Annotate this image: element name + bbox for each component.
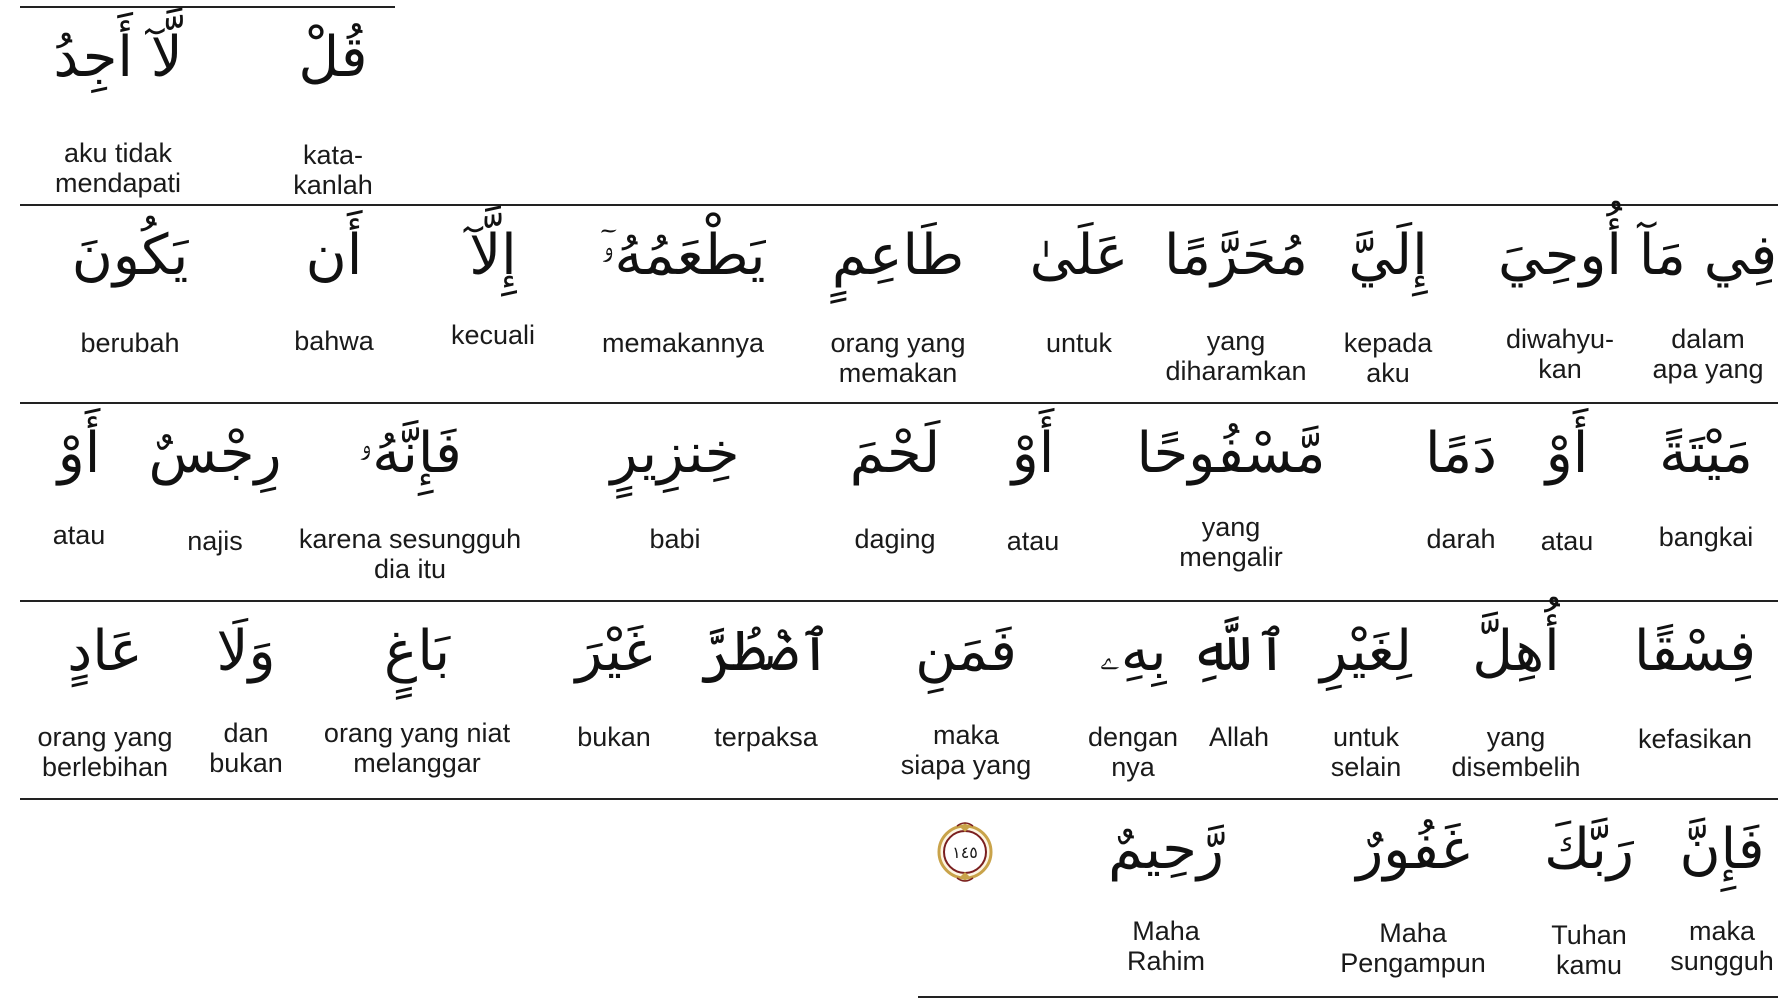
arabic-word: عَادٍ: [67, 619, 143, 684]
word-meaning: terpaksa: [714, 722, 818, 752]
word-meaning: orang yang niat melanggar: [323, 718, 511, 778]
word-cell: [1164, 216, 1308, 386]
word-cell: [1007, 414, 1060, 556]
word-cell: [293, 18, 373, 200]
arabic-word: فِسْقًا: [1633, 619, 1757, 684]
word-cell: [53, 18, 182, 198]
arabic-word: لِغَيْرِ: [1320, 619, 1412, 684]
arabic-word: فَمَنِ: [915, 619, 1017, 684]
word-cell: [1190, 612, 1288, 752]
word-meaning: kepada aku: [1343, 328, 1433, 388]
word-meaning: dengan nya: [1087, 722, 1179, 782]
word-meaning: babi: [649, 524, 701, 554]
word-cell: [601, 216, 766, 358]
word-meaning: darah: [1426, 524, 1496, 554]
arabic-word: غَفُورٌ: [1356, 817, 1470, 882]
arabic-word: خِنزِيرٍ: [610, 421, 740, 486]
word-meaning: atau: [1540, 526, 1594, 556]
arabic-word: وَلَا: [216, 619, 276, 684]
word-meaning: kecuali: [450, 320, 536, 350]
word-cell: [451, 216, 535, 350]
arabic-word: مُحَرَّمًا: [1163, 223, 1309, 288]
word-cell: [850, 414, 940, 554]
arabic-word: طَاعِمٍ: [831, 223, 965, 288]
arabic-word: بَاغٍ: [383, 619, 451, 684]
arabic-word: قُلْ: [298, 25, 368, 90]
word-meaning: bangkai: [1658, 522, 1754, 552]
word-meaning: berubah: [80, 328, 180, 358]
word-cell: [575, 612, 652, 752]
word-cell: [1425, 414, 1497, 554]
row-divider: [20, 600, 1778, 602]
arabic-word: رَّحِيمٌ: [1108, 817, 1224, 882]
word-meaning: aku tidak mendapati: [54, 138, 182, 198]
word-cell: [1634, 612, 1756, 754]
word-cell: [1137, 414, 1326, 572]
word-cell: [611, 414, 740, 554]
word-meaning: bukan: [577, 722, 651, 752]
ayah-number-marker: [935, 822, 995, 882]
word-meaning: Allah: [1208, 722, 1270, 752]
arabic-word: مَيْتَةً: [1659, 421, 1753, 486]
top-rule: [20, 6, 395, 8]
word-meaning: daging: [854, 524, 936, 554]
word-meaning: Tuhan kamu: [1551, 920, 1627, 980]
word-meaning: kata- kanlah: [293, 140, 373, 200]
arabic-word: فَإِنَّهُۥ: [358, 421, 462, 486]
word-cell: [1088, 612, 1178, 782]
word-meaning: diwahyu- kan: [1505, 324, 1615, 384]
word-cell: [1498, 216, 1622, 384]
arabic-word: أَوْ: [57, 421, 101, 486]
row-divider: [20, 402, 1778, 404]
word-cell: [1544, 810, 1634, 980]
word-meaning: kefasikan: [1637, 724, 1753, 754]
arabic-word: أَوْ: [1545, 421, 1589, 486]
word-cell: [700, 612, 831, 752]
row-divider: [20, 798, 1778, 800]
arabic-word: لَّآ أَجِدُ: [53, 25, 183, 90]
word-meaning: maka siapa yang: [900, 720, 1032, 780]
word-meaning: dalam apa yang: [1652, 324, 1764, 384]
arabic-word: فَإِنَّ: [1679, 817, 1765, 882]
word-meaning: Maha Rahim: [1126, 916, 1206, 976]
word-cell: [209, 612, 283, 778]
word-meaning: yang diharamkan: [1165, 326, 1307, 386]
arabic-word: دَمًا: [1425, 421, 1497, 486]
arabic-word: أُوحِيَ: [1498, 223, 1622, 288]
arabic-word: غَيْرَ: [575, 619, 653, 684]
word-cell: [1320, 612, 1412, 782]
arabic-word: إِلَيَّ: [1348, 223, 1428, 288]
ayah-ornament-icon: [935, 822, 995, 882]
word-meaning: dan bukan: [209, 718, 283, 778]
word-meaning: atau: [1006, 526, 1060, 556]
word-cell: [1670, 810, 1774, 976]
word-meaning: bahwa: [294, 326, 374, 356]
arabic-word: رِجْسٌ: [148, 421, 282, 486]
word-cell: [1108, 810, 1224, 976]
word-cell: [1344, 216, 1433, 388]
word-meaning: orang yang berlebihan: [37, 722, 173, 782]
word-meaning: atau: [52, 520, 106, 550]
word-meaning: karena sesungguh dia itu: [298, 524, 522, 584]
arabic-word: مَّسْفُوحًا: [1136, 421, 1326, 486]
arabic-word: رَبَّكَ: [1544, 817, 1634, 882]
word-cell: [1030, 216, 1129, 358]
word-cell: [1340, 810, 1486, 978]
arabic-word: بِهِۦ: [1099, 619, 1167, 684]
word-cell: [1541, 414, 1594, 556]
word-cell: [901, 612, 1032, 780]
arabic-word: أَن: [305, 223, 363, 288]
arabic-word: يَكُونَ: [71, 223, 189, 288]
word-meaning: memakannya: [601, 328, 765, 358]
word-cell: [148, 414, 281, 556]
arabic-word: لَحْمَ: [849, 421, 941, 486]
bottom-rule: [918, 996, 1778, 998]
arabic-word: ٱضْطُرَّ: [700, 619, 832, 684]
word-cell: [294, 216, 374, 356]
word-meaning: Maha Pengampun: [1340, 918, 1486, 978]
word-cell: [1659, 414, 1754, 552]
word-cell: [1639, 216, 1777, 384]
arabic-word: عَلَىٰ: [1029, 223, 1129, 288]
word-cell: [830, 216, 965, 388]
word-meaning: untuk selain: [1330, 722, 1402, 782]
word-meaning: yang mengalir: [1179, 512, 1283, 572]
arabic-word: فِي مَآ: [1638, 223, 1778, 288]
word-meaning: najis: [187, 526, 243, 556]
word-cell: [324, 612, 510, 778]
word-meaning: maka sungguh: [1670, 916, 1774, 976]
word-cell: [37, 612, 172, 782]
arabic-word: أَوْ: [1011, 421, 1055, 486]
arabic-word: ٱللَّهِ: [1189, 619, 1289, 684]
word-cell: [1451, 612, 1580, 782]
word-cell: [53, 414, 106, 550]
row-divider: [20, 204, 1778, 206]
word-meaning: yang disembelih: [1451, 722, 1581, 782]
arabic-word: إِلَّآ: [469, 223, 517, 288]
ayah-number: ١٤٥: [952, 843, 978, 862]
word-meaning: untuk: [1045, 328, 1113, 358]
word-cell: [72, 216, 189, 358]
word-cell: [299, 414, 521, 584]
word-meaning: orang yang memakan: [830, 328, 966, 388]
arabic-word: يَطْعَمُهُۥٓ: [600, 223, 766, 288]
arabic-word: أُهِلَّ: [1472, 619, 1560, 684]
